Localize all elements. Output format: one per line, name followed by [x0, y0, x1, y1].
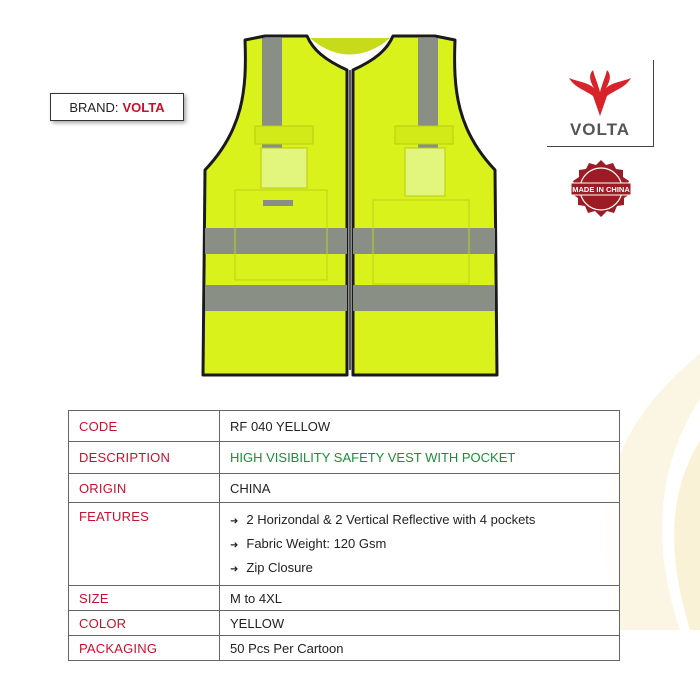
spec-value: CHINA [220, 474, 620, 503]
spec-label: FEATURES [69, 503, 220, 586]
brand-prefix: BRAND: [69, 99, 119, 115]
list-item: ➜ Fabric Weight: 120 Gsm [230, 536, 387, 551]
logo-wordmark: VOLTA [569, 120, 631, 139]
seal-text: MADE IN CHINA [572, 185, 630, 194]
spec-table [68, 410, 620, 661]
brand-label [50, 93, 184, 121]
spec-label: COLOR [69, 611, 220, 636]
volta-wings-icon [567, 70, 633, 120]
spec-row-size [69, 586, 620, 611]
safety-vest-image [195, 30, 505, 380]
spec-label: DESCRIPTION [69, 442, 220, 474]
brand-name: VOLTA [122, 99, 165, 115]
spec-value: HIGH VISIBILITY SAFETY VEST WITH POCKET [220, 442, 620, 474]
spec-value: RF 040 YELLOW [220, 411, 620, 442]
spec-row-origin [69, 474, 620, 503]
spec-row-features [69, 503, 620, 586]
features-list [230, 509, 609, 581]
list-item: ➜ 2 Horizondal & 2 Vertical Reflective with 4 pockets [230, 512, 536, 527]
spec-row-code [69, 411, 620, 442]
spec-label: PACKAGING [69, 636, 220, 661]
spec-value: M to 4XL [220, 586, 620, 611]
volta-logo [547, 60, 654, 147]
arrow-right-icon: ➜ [230, 564, 239, 575]
spec-label: CODE [69, 411, 220, 442]
arrow-right-icon: ➜ [230, 516, 239, 527]
spec-value [220, 503, 620, 586]
spec-value: YELLOW [220, 611, 620, 636]
spec-value: 50 Pcs Per Cartoon [220, 636, 620, 661]
spec-row-description [69, 442, 620, 474]
spec-label: ORIGIN [69, 474, 220, 503]
arrow-right-icon: ➜ [230, 540, 239, 551]
made-in-china-seal [568, 158, 634, 220]
list-item: ➜ Zip Closure [230, 560, 313, 575]
spec-row-packaging [69, 636, 620, 661]
spec-label: SIZE [69, 586, 220, 611]
spec-row-color [69, 611, 620, 636]
